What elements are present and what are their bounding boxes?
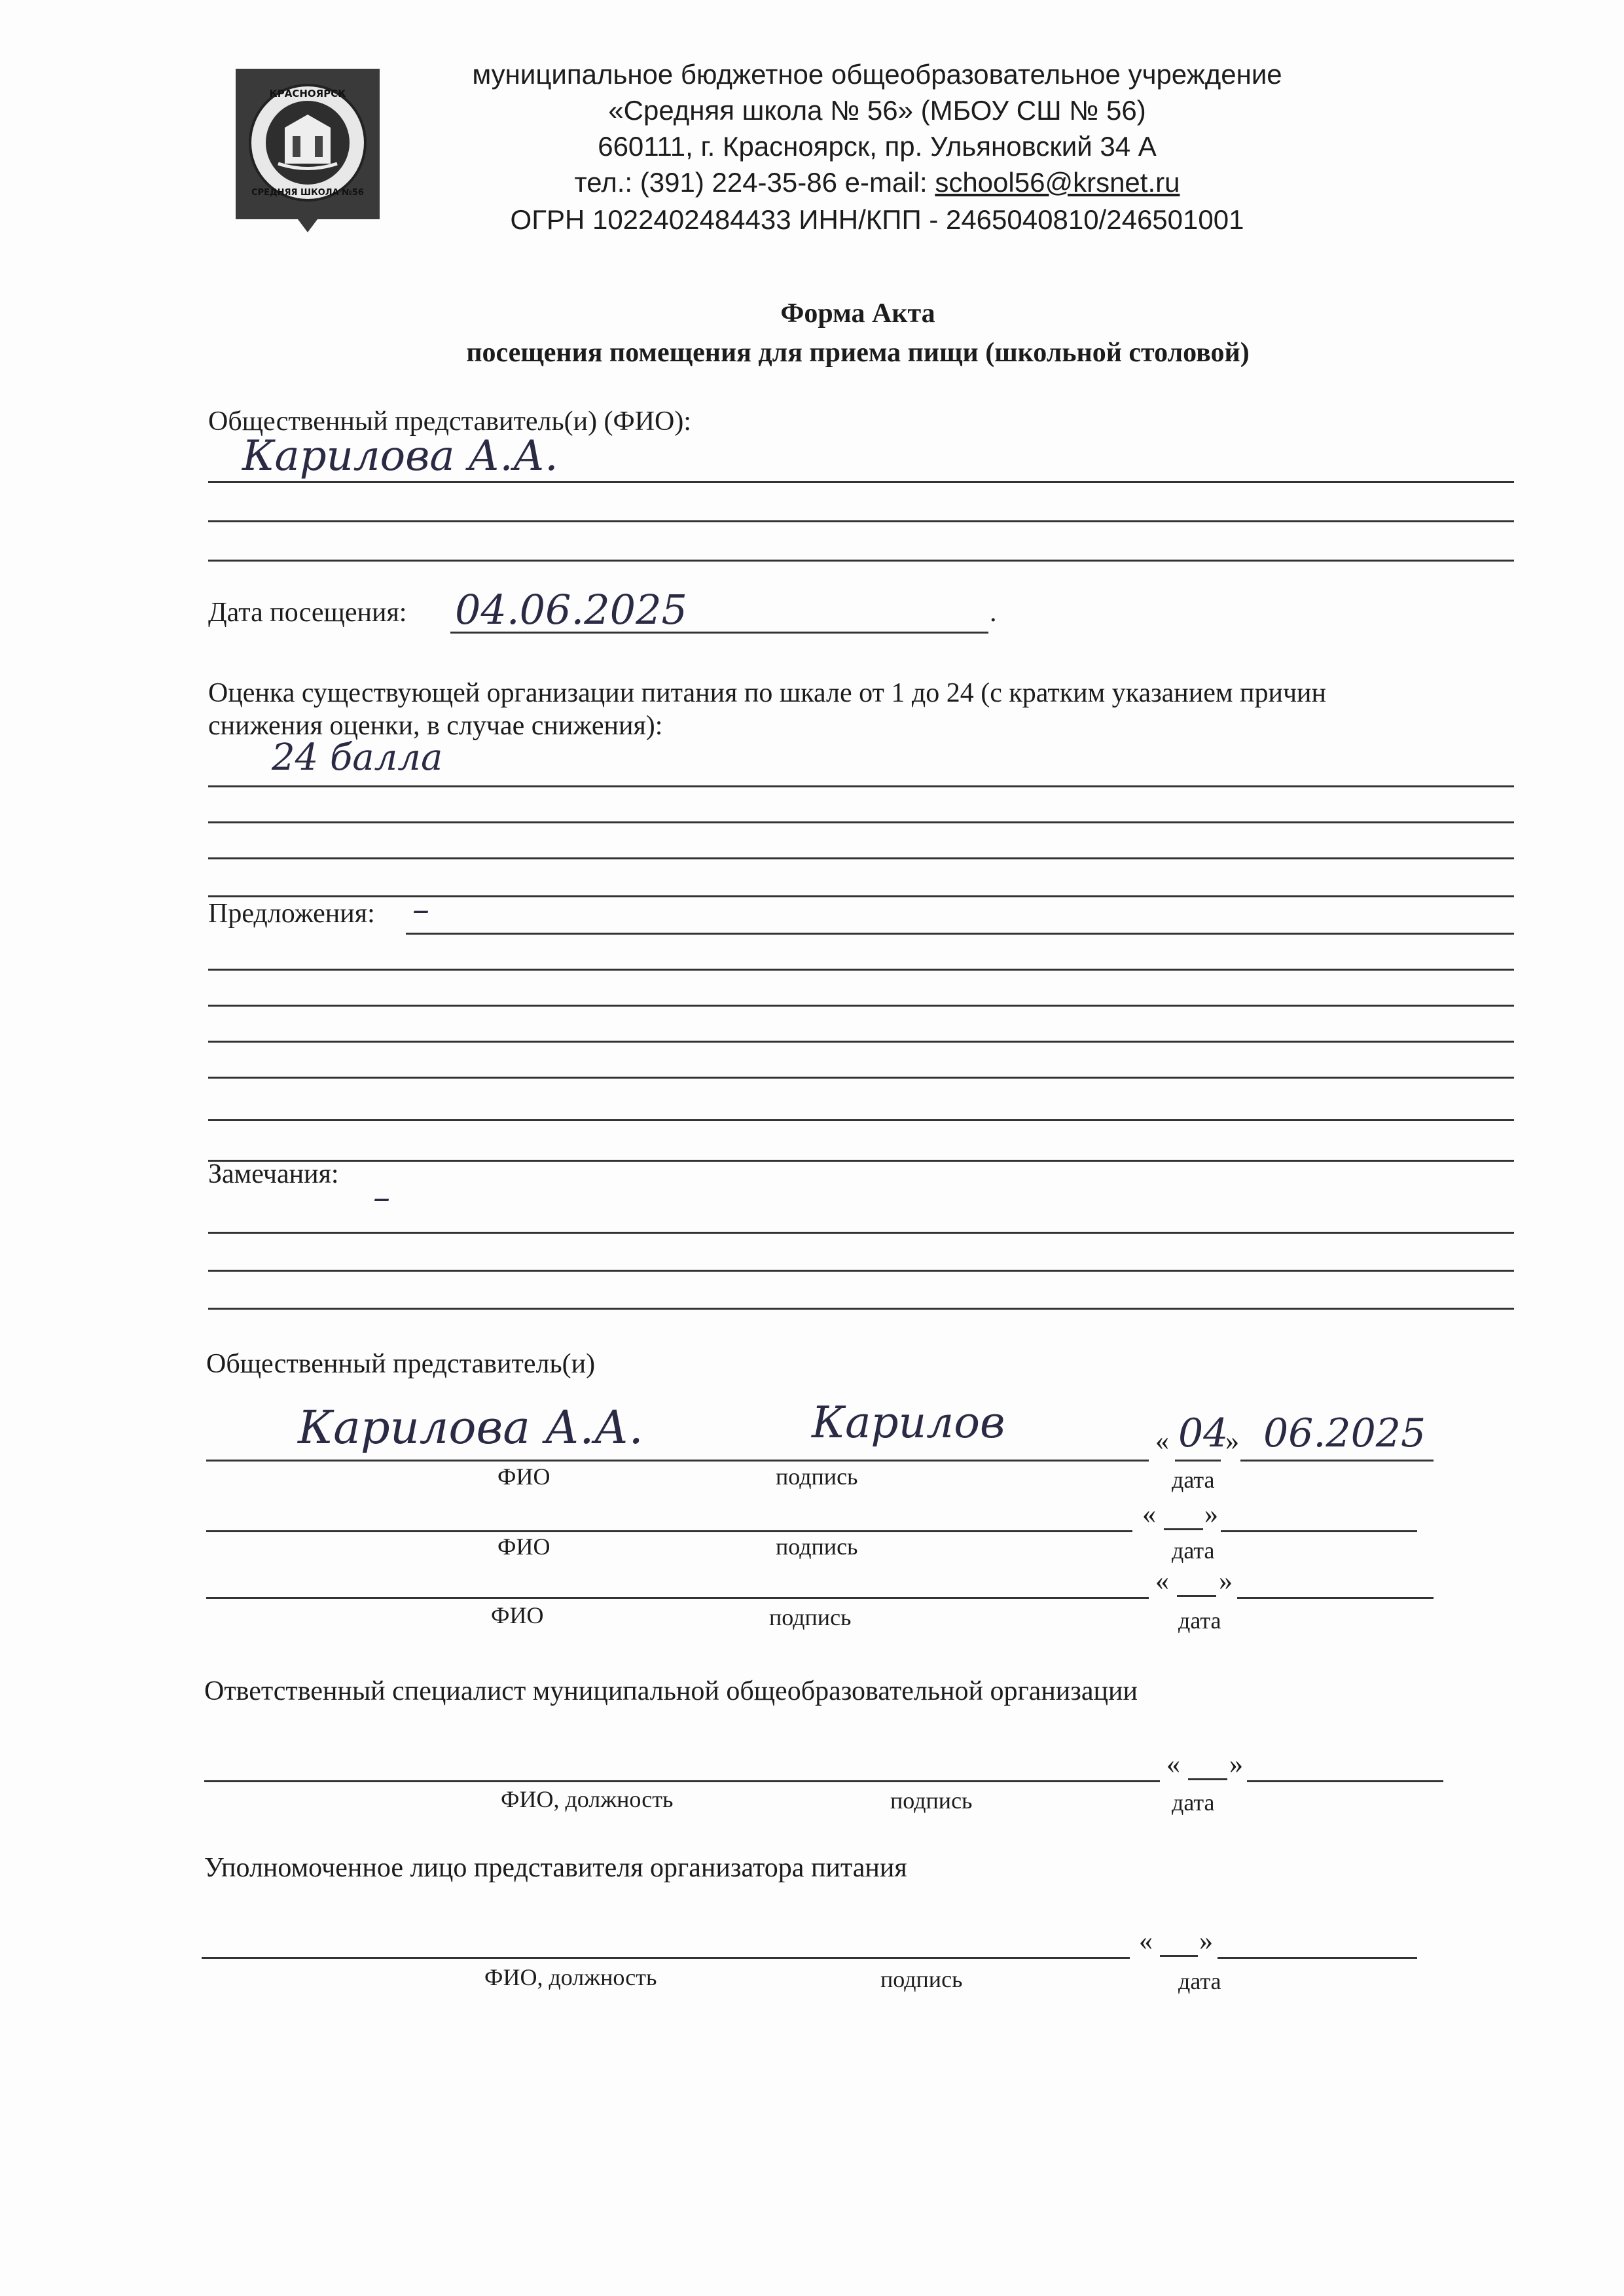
- remarks-line-1: [208, 1232, 1514, 1234]
- org-address: 660111, г. Красноярск, пр. Ульяновский 34 А: [598, 131, 1157, 162]
- proposals-line-3: [208, 1005, 1514, 1007]
- specialist-day-line: [1188, 1778, 1227, 1780]
- rating-label-line2: снижения оценки, в случае снижения):: [208, 711, 663, 741]
- signature-row-1-day-line: [1175, 1460, 1221, 1462]
- signature-row-2-caption-date: дата: [1172, 1537, 1215, 1564]
- signature-row-2-caption-sign: подпись: [776, 1534, 858, 1560]
- signature-row-1-quote-close: »: [1225, 1426, 1239, 1456]
- visit-date-end: .: [990, 598, 997, 628]
- signature-row-2-quote-close: »: [1204, 1499, 1218, 1530]
- signature-row-3-quote-close: »: [1219, 1566, 1233, 1596]
- specialist-date-line: [1247, 1780, 1443, 1782]
- rating-line-2: [208, 821, 1514, 823]
- signature-row-3-caption-sign: подпись: [769, 1604, 852, 1630]
- org-short-name: «Средняя школа № 56» (МБОУ СШ № 56): [608, 95, 1146, 126]
- representatives-value: Карилова А.А.: [242, 432, 558, 480]
- representatives-label: Общественный представитель(и) (ФИО):: [208, 406, 692, 437]
- signatures-label: Общественный представитель(и): [206, 1349, 596, 1379]
- org-phone: тел.: (391) 224-35-86 e-mail:: [574, 167, 935, 198]
- logo-text-bottom: СРЕДНЯЯ ШКОЛА №56: [251, 188, 364, 198]
- signature-row-1-date-line: [1240, 1460, 1434, 1462]
- signature-row-1-caption-date: дата: [1172, 1467, 1215, 1493]
- organizer-date-line: [1218, 1957, 1417, 1959]
- organizer-label: Уполномоченное лицо представителя организатора питания: [204, 1853, 907, 1883]
- signature-row-1-date: 06.2025: [1263, 1410, 1426, 1456]
- organizer-caption-fio: ФИО, должность: [484, 1964, 657, 1990]
- organizer-quote-open: «: [1139, 1926, 1153, 1956]
- specialist-quote-open: «: [1166, 1749, 1180, 1780]
- proposals-line-7: [208, 1160, 1514, 1162]
- rating-line-3: [208, 857, 1514, 859]
- form-title: Форма Акта: [780, 298, 935, 329]
- specialist-quote-close: »: [1229, 1749, 1243, 1780]
- rating-line-4: [208, 895, 1514, 897]
- signature-row-3-date-line: [1237, 1597, 1434, 1599]
- specialist-label: Ответственный специалист муниципальной общеобразовательной организации: [204, 1676, 1138, 1706]
- representatives-line-1: [208, 481, 1514, 483]
- signature-row-2-line: [206, 1530, 1132, 1532]
- signature-row-3-quote-open: «: [1155, 1566, 1169, 1596]
- visit-date-value: 04.06.2025: [455, 586, 687, 634]
- proposals-value: –: [412, 890, 429, 929]
- remarks-label: Замечания:: [208, 1159, 339, 1189]
- signature-row-1-line: [206, 1460, 1149, 1462]
- rating-value: 24 балла: [272, 736, 443, 779]
- signature-row-1-quote-open: «: [1155, 1426, 1169, 1456]
- proposals-line-4: [208, 1041, 1514, 1043]
- org-contacts: [458, 167, 1296, 198]
- form-subtitle: посещения помещения для приема пищи (школьной столовой): [466, 338, 1250, 368]
- proposals-label: Предложения:: [208, 899, 375, 929]
- proposals-line-1: [406, 933, 1514, 935]
- organizer-caption-sign: подпись: [880, 1966, 963, 1992]
- signature-row-2-day-line: [1164, 1528, 1203, 1530]
- remarks-line-2: [208, 1270, 1514, 1272]
- rating-label-line1: Оценка существующей организации питания по шкале от 1 до 24 (с кратким указанием причин: [208, 678, 1327, 708]
- signature-row-1-name: Карилова А.А.: [298, 1401, 643, 1454]
- remarks-line-3: [208, 1308, 1514, 1310]
- org-email-link[interactable]: school56@krsnet.ru: [935, 167, 1180, 198]
- organizer-caption-date: дата: [1178, 1968, 1221, 1994]
- signature-row-3-caption-fio: ФИО: [491, 1602, 544, 1628]
- organizer-day-line: [1160, 1955, 1198, 1957]
- proposals-line-6: [208, 1119, 1514, 1121]
- visit-date-line: [450, 632, 988, 634]
- signature-row-1-sign: Карилов: [812, 1397, 1005, 1448]
- organizer-line: [202, 1957, 1130, 1959]
- representatives-line-2: [208, 520, 1514, 522]
- org-name-line: муниципальное бюджетное общеобразовательное учреждение: [472, 59, 1282, 90]
- logo-text-top: КРАСНОЯРСК: [269, 88, 346, 99]
- signature-row-3-caption-date: дата: [1178, 1607, 1221, 1634]
- proposals-line-5: [208, 1077, 1514, 1079]
- signature-row-3-day-line: [1177, 1595, 1216, 1597]
- specialist-caption-sign: подпись: [890, 1787, 973, 1814]
- rating-line-1: [208, 785, 1514, 787]
- specialist-line: [204, 1780, 1160, 1782]
- organizer-quote-close: »: [1199, 1926, 1213, 1956]
- signature-row-2-quote-open: «: [1142, 1499, 1156, 1530]
- school-logo: [232, 65, 383, 236]
- signature-row-1-caption-fio: ФИО: [497, 1463, 550, 1490]
- visit-date-label: Дата посещения:: [208, 598, 407, 628]
- signature-row-2-caption-fio: ФИО: [497, 1534, 550, 1560]
- specialist-caption-date: дата: [1172, 1789, 1215, 1816]
- specialist-caption-fio: ФИО, должность: [501, 1786, 674, 1812]
- signature-row-1-caption-sign: подпись: [776, 1463, 858, 1490]
- representatives-line-3: [208, 560, 1514, 562]
- proposals-line-2: [208, 969, 1514, 971]
- signature-row-2-date-line: [1221, 1530, 1417, 1532]
- org-registration: ОГРН 1022402484433 ИНН/КПП - 2465040810/246501001: [510, 204, 1244, 235]
- signature-row-1-day: 04: [1178, 1410, 1229, 1456]
- signature-row-3-line: [206, 1597, 1149, 1599]
- remarks-value: –: [373, 1178, 390, 1217]
